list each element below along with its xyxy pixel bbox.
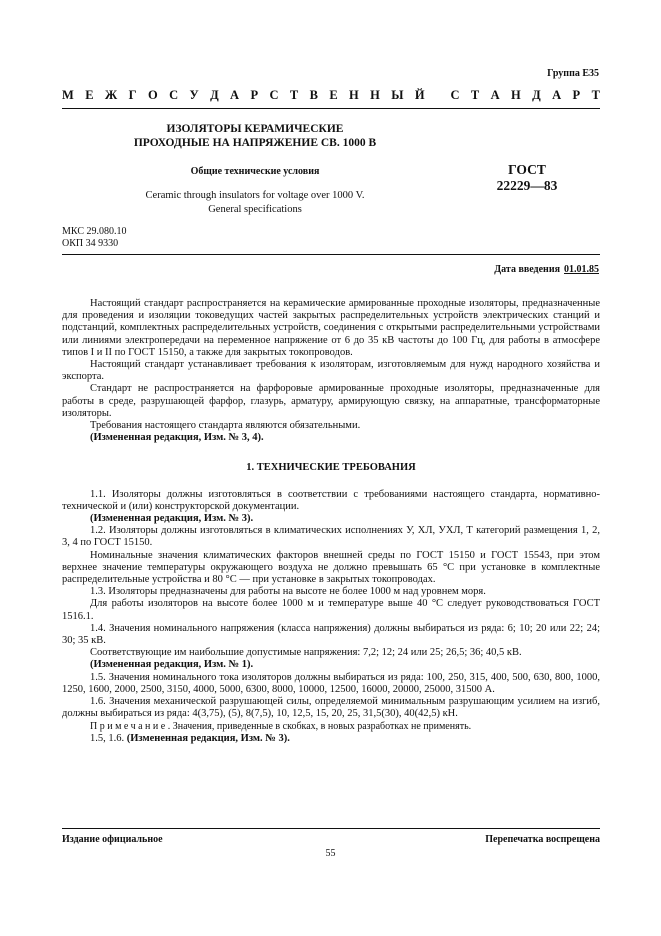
banner-letter: О [147, 88, 158, 102]
english-title-line-2: General specifications [208, 204, 302, 215]
banner-letter: Е [85, 88, 94, 102]
banner-letter: Р [250, 88, 259, 102]
mks-code: МКС 29.080.10 [62, 226, 127, 237]
banner-letter: Н [349, 88, 359, 102]
banner-letter: С [269, 88, 279, 102]
header-rule [62, 108, 600, 109]
banner-letter: Е [329, 88, 338, 102]
subtitle: Общие технические условия [190, 166, 320, 177]
title-line-1: ИЗОЛЯТОРЫ КЕРАМИЧЕСКИЕ [166, 123, 344, 135]
banner-letter: Й [414, 88, 425, 102]
codes-rule [62, 254, 600, 255]
body-paragraph: Настоящий стандарт распространяется на керамические армированные проходные изоляторы, предназначенные для проведения и изоляции токоведущих частей закрытых распределительных устройств электрических станций и подстанций, комплектных распределительных устройств, соединения с открытыми распределительными устройствами или линиями электропередачи на переменное напряжение от 6 до 35 кВ частоты до 100 Гц, для работы в атмосфере типов I и II по ГОСТ 15150, а также для закрытых токопроводов. [62, 298, 600, 358]
banner-letter: В [309, 88, 318, 102]
banner-letter: Т [470, 88, 480, 102]
footer [62, 834, 600, 845]
gost-label: ГОСТ [508, 162, 546, 177]
banner-letter: Р [572, 88, 581, 102]
introduction-date [494, 264, 599, 275]
banner-letter: Д [532, 88, 541, 102]
banner-letter: Т [591, 88, 600, 102]
clause-refs: 1.5, 1.6. [90, 732, 127, 744]
body-paragraph: Для работы изоляторов на высоте более 1000 м и температуре выше 40 °С следует руководствоваться ГОСТ 1516.1. [62, 598, 600, 622]
banner-letter: Н [511, 88, 521, 102]
footer-reprint-notice: Перепечатка воспрещена [485, 834, 600, 845]
banner-letter: Д [210, 88, 219, 102]
page-number: 55 [325, 848, 336, 859]
banner-letter: А [552, 88, 562, 102]
banner-letter: Ы [391, 88, 404, 102]
amendment-note: (Измененная редакция, Изм. № 3, 4). [90, 432, 264, 444]
banner-letter: Г [128, 88, 137, 102]
banner-gap [436, 88, 439, 104]
okp-code: ОКП 34 9330 [62, 238, 119, 249]
group-code: Группа Е35 [547, 68, 599, 79]
body-paragraph: Стандарт не распространяется на фарфоровые армированные проходные изоляторы, предназначенные для работы в среде, разрушающей фарфор, глазурь, арматуру, армирующую связку, на аппаратные, трансформаторные изоляторы. [62, 383, 600, 419]
footer-rule [62, 828, 600, 829]
note-paragraph [62, 721, 600, 733]
gost-designation [492, 162, 562, 194]
banner-letter: Н [370, 88, 380, 102]
english-title-line-1: Ceramic through insulators for voltage over 1000 V. [145, 190, 365, 201]
section-heading: 1. ТЕХНИЧЕСКИЕ ТРЕБОВАНИЯ [246, 462, 416, 474]
document-body [62, 298, 600, 745]
banner-letter: А [230, 88, 240, 102]
body-paragraph: 1.3. Изоляторы предназначены для работы на высоте не более 1000 м над уровнем моря. [90, 586, 486, 598]
gost-number: 22229—83 [496, 178, 558, 193]
body-paragraph: 1.1. Изоляторы должны изготовляться в соответствии с требованиями настоящего стандарта, нормативно-технической и (или) конструкторской документации. [62, 488, 600, 512]
banner-letter: С [169, 88, 179, 102]
amendment-paragraph [62, 733, 600, 745]
body-paragraph: Соответствующие им наибольшие допустимые напряжения: 7,2; 12; 24 или 25; 26,5; 36; 40,5 кВ. [90, 647, 522, 659]
body-paragraph: 1.2. Изоляторы должны изготовляться в климатических исполнениях У, ХЛ, УХЛ, Т категорий размещения 1, 2, 3, 4 по ГОСТ 15150. [62, 525, 600, 549]
body-paragraph: 1.5. Значения номинального тока изоляторов должны выбираться из ряда: 100, 250, 315, 400, 500, 630, 800, 1000, 1250, 1600, 2000, 2500, 3150, 4000, 5000, 6300, 8000, 10000, 12500, 16000, 20000, 25000, 31500 А. [62, 671, 600, 695]
amendment-note: (Измененная редакция, Изм. № 3). [126, 732, 290, 744]
body-paragraph: Настоящий стандарт устанавливает требования к изоляторам, изготовляемым для нужд народного хозяйства и экспорта. [62, 359, 600, 383]
banner-letter: Ж [104, 88, 118, 102]
title-line-2: ПРОХОДНЫЕ НА НАПРЯЖЕНИЕ СВ. 1000 В [133, 137, 377, 149]
amendment-note: (Измененная редакция, Изм. № 1). [90, 659, 254, 671]
title-block [100, 122, 410, 217]
amendment-note: (Измененная редакция, Изм. № 3). [90, 513, 254, 525]
body-paragraph: 1.4. Значения номинального напряжения (класса напряжения) должны выбираться из ряда: 6; 10; 20 или 22; 24; 30; 35 кВ. [62, 622, 600, 647]
standard-banner [62, 88, 600, 104]
banner-letter: А [490, 88, 500, 102]
classification-codes [62, 226, 126, 250]
body-paragraph: Номинальные значения климатических факторов внешней среды по ГОСТ 15150 и ГОСТ 15543, при этом верхнее значение температуры окружающего воздуха не должно превышать 65 °С при установке в комплектные распределительные устройства и 80 °С — при установке в закрытых токопроводах. [62, 549, 600, 586]
note-label: Примечание [90, 720, 168, 732]
banner-letter: М [62, 88, 74, 102]
banner-letter: Т [289, 88, 299, 102]
banner-letter: У [189, 88, 199, 102]
footer-edition: Издание официальное [62, 834, 163, 845]
body-paragraph: 1.6. Значения механической разрушающей силы, определяемой минимальным разрушающим усилием на изгиб, должны выбираться из ряда: 4(3,75), (5), 8(7,5), 10, 12,5, 15, 20, 25, 31,5(30), 40(42,5) кН. [62, 696, 600, 720]
banner-letter: С [450, 88, 460, 102]
body-paragraph: Требования настоящего стандарта являются обязательными. [90, 420, 361, 432]
introduction-date-value: 01.01.85 [564, 264, 599, 275]
introduction-date-label: Дата введения [494, 264, 560, 275]
note-text: . Значения, приведенные в скобках, в новых разработках не применять. [167, 720, 472, 732]
